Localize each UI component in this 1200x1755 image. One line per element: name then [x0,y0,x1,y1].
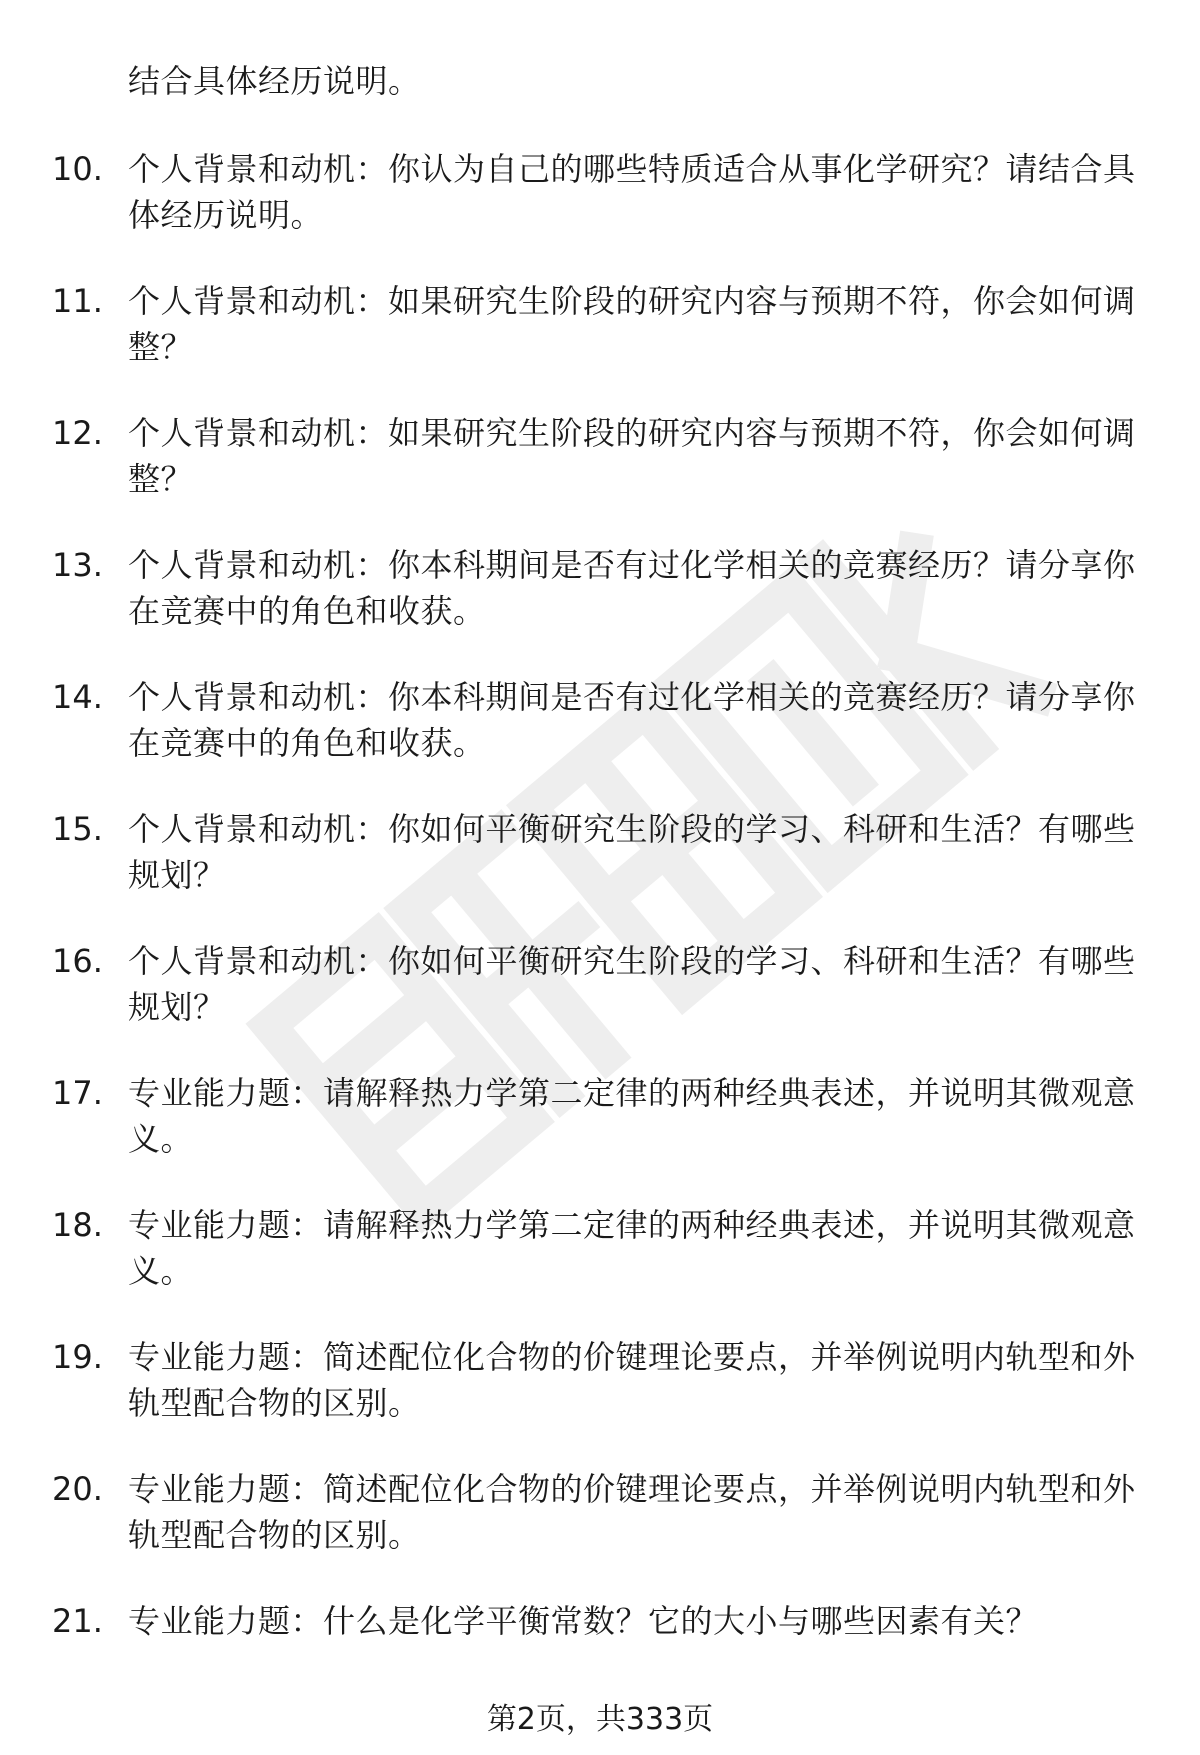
question-number: 20. [52,1470,103,1508]
question-number: 11. [52,282,103,320]
question-item [0,938,1200,1070]
question-number: 15. [52,810,103,848]
question-item [0,410,1200,542]
question-text: 个人背景和动机：如果研究生阶段的研究内容与预期不符，你会如何调整？ [128,282,1136,366]
question-text: 专业能力题：简述配位化合物的价键理论要点，并举例说明内轨型和外轨型配合物的区别。 [128,1338,1136,1422]
question-text: 专业能力题：什么是化学平衡常数？它的大小与哪些因素有关？ [128,1602,1039,1640]
question-item [0,278,1200,410]
question-item [0,1202,1200,1334]
question-number: 16. [52,942,103,980]
question-number: 19. [52,1338,103,1376]
question-text: 个人背景和动机：你本科期间是否有过化学相关的竞赛经历？请分享你在竞赛中的角色和收获。 [128,546,1136,630]
question-item [0,1334,1200,1466]
continuation-text: 结合具体经历说明。 [128,62,421,100]
question-number: 17. [52,1074,103,1112]
question-item [0,146,1200,278]
question-item [0,674,1200,806]
question-list [0,146,1200,1730]
question-text: 专业能力题：请解释热力学第二定律的两种经典表述，并说明其微观意义。 [128,1074,1136,1158]
question-item [0,1466,1200,1598]
question-item [0,1070,1200,1202]
question-text: 个人背景和动机：如果研究生阶段的研究内容与预期不符，你会如何调整？ [128,414,1136,498]
question-number: 18. [52,1206,103,1244]
question-text: 个人背景和动机：你认为自己的哪些特质适合从事化学研究？请结合具体经历说明。 [128,150,1136,234]
question-number: 21. [52,1602,103,1640]
question-number: 14. [52,678,103,716]
page-footer: 第2页，共333页 [486,1702,714,1737]
question-text: 个人背景和动机：你本科期间是否有过化学相关的竞赛经历？请分享你在竞赛中的角色和收获。 [128,678,1136,762]
question-number: 10. [52,150,103,188]
question-text: 专业能力题：简述配位化合物的价键理论要点，并举例说明内轨型和外轨型配合物的区别。 [128,1470,1136,1554]
question-text: 个人背景和动机：你如何平衡研究生阶段的学习、科研和生活？有哪些规划？ [128,810,1136,894]
question-text: 专业能力题：请解释热力学第二定律的两种经典表述，并说明其微观意义。 [128,1206,1136,1290]
question-text: 个人背景和动机：你如何平衡研究生阶段的学习、科研和生活？有哪些规划？ [128,942,1136,1026]
question-item [0,542,1200,674]
question-number: 13. [52,546,103,584]
question-item [0,806,1200,938]
question-number: 12. [52,414,103,452]
